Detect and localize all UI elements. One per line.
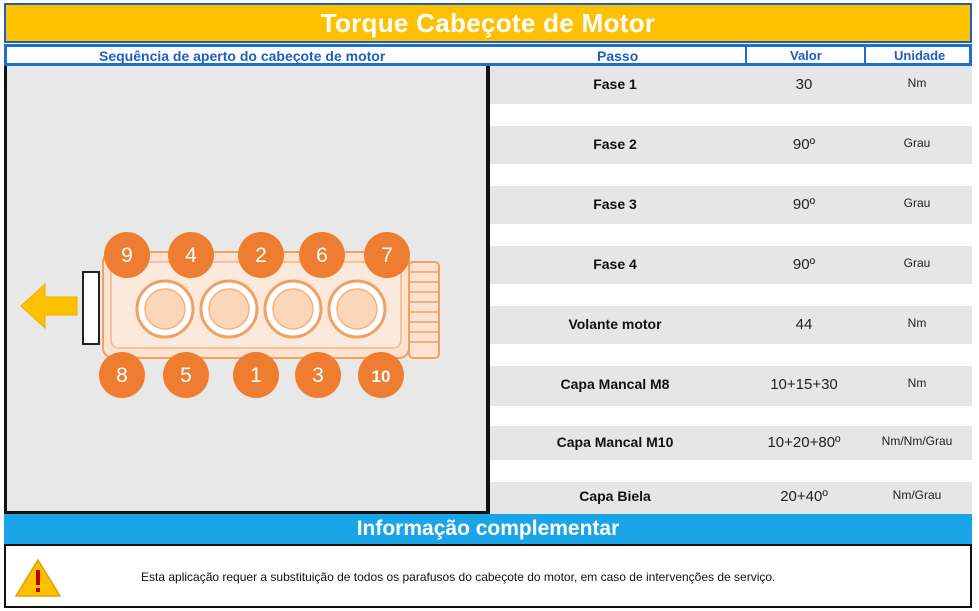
- table-row: [490, 366, 972, 406]
- cell-valor: 10+20+80º: [767, 434, 841, 451]
- table-row: [490, 482, 972, 514]
- header-divider: [864, 47, 866, 63]
- header-sequence: Sequência de aperto do cabeçote de motor: [99, 48, 386, 64]
- header-divider: [745, 47, 747, 63]
- table-header: [4, 44, 972, 66]
- top-bolt-label: 9: [121, 244, 133, 267]
- cell-valor: 10+15+30: [770, 376, 838, 393]
- header-passo: Passo: [597, 48, 639, 64]
- cell-valor: 90º: [792, 196, 816, 213]
- cell-unidade: Nm: [907, 316, 927, 330]
- cell-unidade: Grau: [903, 196, 931, 210]
- cell-valor: 90º: [792, 256, 816, 273]
- cell-passo: Capa Biela: [579, 488, 651, 504]
- info-text: Esta aplicação requer a substituição de todos os parafusos do cabeçote do motor, em caso de intervenções de serviço.: [141, 570, 776, 584]
- cell-passo: Capa Mancal M10: [556, 434, 674, 450]
- page-title: Torque Cabeçote de Motor: [4, 3, 972, 43]
- top-bolt-label: 2: [255, 244, 267, 267]
- top-bolt-label: 4: [185, 244, 197, 267]
- table-row: [490, 306, 972, 344]
- cell-unidade: Grau: [903, 256, 931, 270]
- head-end-plate: [83, 272, 99, 344]
- cell-unidade: Nm/Grau: [892, 488, 942, 502]
- bottom-bolt-label: 1: [250, 364, 262, 387]
- cell-unidade: Nm/Nm/Grau: [881, 434, 953, 448]
- info-box: [4, 544, 972, 608]
- cell-valor: 30: [795, 76, 813, 93]
- cell-passo: Volante motor: [568, 316, 662, 332]
- table-row: [490, 186, 972, 224]
- header-unidade: Unidade: [894, 48, 946, 63]
- info-title: Informação complementar: [4, 514, 972, 544]
- cell-valor: 44: [795, 316, 813, 333]
- arrow-left-icon: [21, 284, 77, 328]
- cell-passo: Fase 2: [593, 136, 637, 152]
- cell-passo: Fase 3: [593, 196, 637, 212]
- cell-unidade: Nm: [907, 376, 927, 390]
- header-valor: Valor: [790, 48, 822, 63]
- bottom-bolt-label: 8: [116, 364, 128, 387]
- cell-unidade: Nm: [907, 76, 927, 90]
- cam-pulley: [409, 262, 439, 358]
- cell-valor: 90º: [792, 136, 816, 153]
- top-bolt-label: 6: [316, 244, 328, 267]
- table-row: [490, 246, 972, 284]
- warning-icon: [14, 558, 62, 598]
- engine-diagram-panel: [4, 66, 489, 514]
- cell-valor: 20+40º: [780, 488, 828, 505]
- cell-unidade: Grau: [903, 136, 931, 150]
- bottom-bolt-label: 5: [180, 364, 192, 387]
- engine-head-diagram: [7, 66, 486, 511]
- cell-passo: Fase 1: [593, 76, 637, 92]
- table-row: [490, 66, 972, 104]
- table-row: [490, 426, 972, 460]
- cell-passo: Fase 4: [593, 256, 637, 272]
- bottom-bolt-label: 10: [371, 367, 391, 386]
- cell-passo: Capa Mancal M8: [560, 376, 670, 392]
- top-bolt-label: 7: [381, 244, 393, 267]
- bottom-bolt-label: 3: [312, 364, 324, 387]
- table-row: [490, 126, 972, 164]
